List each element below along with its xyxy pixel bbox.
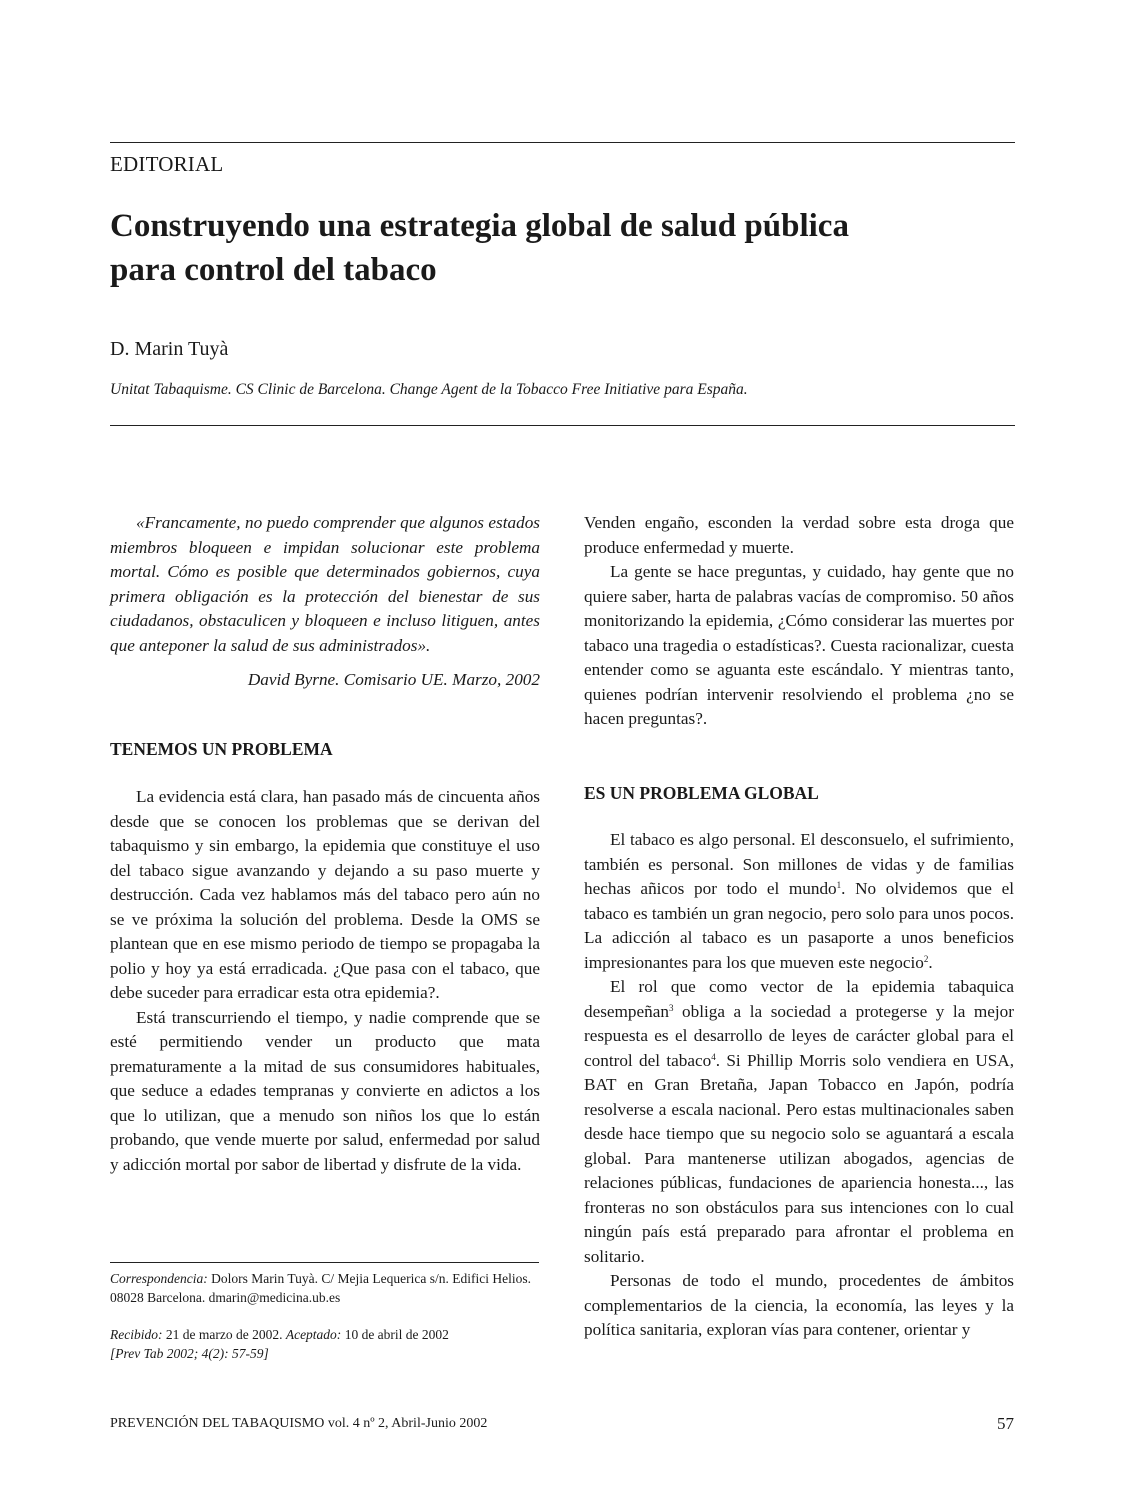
body-paragraph (584, 828, 1014, 975)
header-top-rule (110, 142, 1015, 143)
correspondence-label: Correspondencia: (110, 1271, 208, 1286)
received-date: 21 de marzo de 2002. (162, 1327, 286, 1342)
body-text: obliga a la sociedad a protegerse y la mejor respuesta es el desarrollo de leyes de carácter global para el control del tabaco (584, 1001, 1014, 1070)
page-number: 57 (997, 1414, 1014, 1433)
footnote-rule (110, 1262, 539, 1263)
epigraph-quote: «Francamente, no puedo comprender que algunos estados miembros bloqueen e impidan solucionar este problema mortal. Cómo es posible que determinados gobiernos, cuya primera obligación es la protección del bienestar de sus ciudadanos, obstaculicen y bloqueen e incluso litiguen, antes que anteponer la salud de sus administrados». (110, 513, 540, 655)
author-name: D. Marin Tuyà (110, 338, 229, 360)
section-label: EDITORIAL (110, 152, 224, 176)
section-heading-global: ES UN PROBLEMA GLOBAL (584, 782, 819, 803)
body-text: . Si Phillip Morris solo vendiera en USA, BAT en Gran Bretaña, Japan Tobacco en Japón, podría resolverse a escala nacional. Pero estas multinacionales saben desde hace tiempo que su negocio solo se aguantará a escala global. Para mantenerse utilizan abogados, agencias de relaciones públicas, fundaciones de apariencia honesta..., las fronteras no son obstáculos para sus intenciones con lo cual ningún país está preparado para afrontar el problema en solitario. (584, 1050, 1014, 1266)
header-bottom-rule (110, 425, 1015, 426)
body-paragraph: Personas de todo el mundo, procedentes de ámbitos complementarios de la ciencia, la economía, las leyes y la política sanitaria, exploran vías para contener, orientar y (584, 1271, 1014, 1339)
citation-line (110, 1344, 540, 1363)
body-paragraph: Está transcurriendo el tiempo, y nadie comprende que se esté permitiendo vender un producto que mata prematuramente a la mitad de sus consumidores habituales, que seduce a edades tempranas y convierte en adictos a los que lo utilizan, que a menudo son niños los que lo están probando, que vende muerte por salud, enfermedad por salud y adicción mortal por sabor de libertad y disfrute de la vida. (110, 1007, 540, 1174)
journal-footer: PREVENCIÓN DEL TABAQUISMO vol. 4 nº 2, Abril-Junio 2002 (110, 1416, 488, 1431)
body-text: . (928, 952, 933, 972)
correspondence-note (110, 1269, 540, 1307)
body-text: . No olvidemos que el tabaco es también un gran negocio, pero solo para unos pocos. La adicción al tabaco es un pasaporte a unos beneficios impresionantes para los que mueven este negocio (584, 879, 1014, 972)
accepted-date: 10 de abril de 2002 (341, 1327, 449, 1342)
body-paragraph (584, 975, 1014, 1269)
reference-marker: 1 (836, 880, 842, 890)
article-title-line-1: Construyendo una estrategia global de salud pública (110, 208, 849, 244)
author-affiliation: Unitat Tabaquisme. CS Clinic de Barcelona. Change Agent de la Tobacco Free Initiative para España. (110, 381, 748, 398)
body-paragraph: La gente se hace preguntas, y cuidado, hay gente que no quiere saber, harta de palabras vacías de compromiso. 50 años monitorizando la epidemia, ¿Cómo considerar las muertes por tabaco una tragedia o estadísticas?. Cuesta racionalizar, cuesta entender como se aguanta este escándalo. Y mientras tanto, quienes podrían intervenir resolviendo el problema ¿no se hacen preguntas?. (584, 562, 1014, 728)
article-title (110, 204, 849, 292)
body-text: El rol que como vector de la epidemia tabaquica desempeñan (584, 977, 1014, 1021)
body-paragraph: Venden engaño, esconden la verdad sobre esta droga que produce enfermedad y muerte. (584, 513, 1014, 557)
body-paragraph: La evidencia está clara, han pasado más de cincuenta años desde que se conocen los problemas que se derivan del tabaquismo y sin embargo, la epidemia que constituye el uso del tabaco sigue avanzando y dejando a su paso muerte y destrucción. Cada vez hablamos más del tabaco pero aún no se ve próxima la solución del problema. Desde la OMS se plantean que en ese mismo periodo de tiempo se propagaba la polio y hoy ya está erradicada. ¿Que pasa con el tabaco, que debe suceder para erradicar esta otra epidemia?. (110, 787, 540, 1002)
body-text: El tabaco es algo personal. El desconsuelo, el sufrimiento, también es personal. Son millones de vidas y de familias hechas añicos por todo el mundo (584, 830, 1014, 898)
citation: [Prev Tab 2002; 4(2): 57-59] (110, 1346, 269, 1361)
received-line (110, 1325, 540, 1344)
accepted-label: Aceptado: (285, 1327, 342, 1342)
correspondence-text: Dolors Marin Tuyà. C/ Mejia Lequerica s/n. Edifici Helios. 08028 Barcelona. dmarin@medicina.ub.es (110, 1271, 531, 1305)
epigraph-source: David Byrne. Comisario UE. Marzo, 2002 (247, 670, 540, 689)
left-column (110, 511, 540, 1177)
reference-marker: 2 (923, 953, 929, 964)
section-heading-problem: TENEMOS UN PROBLEMA (110, 738, 333, 759)
received-label: Recibido: (110, 1327, 163, 1342)
reference-marker: 3 (668, 1002, 674, 1013)
reference-marker: 4 (711, 1051, 716, 1062)
received-note (110, 1325, 540, 1363)
article-title-line-2: para control del tabaco (110, 252, 437, 288)
right-column (584, 511, 1014, 1343)
